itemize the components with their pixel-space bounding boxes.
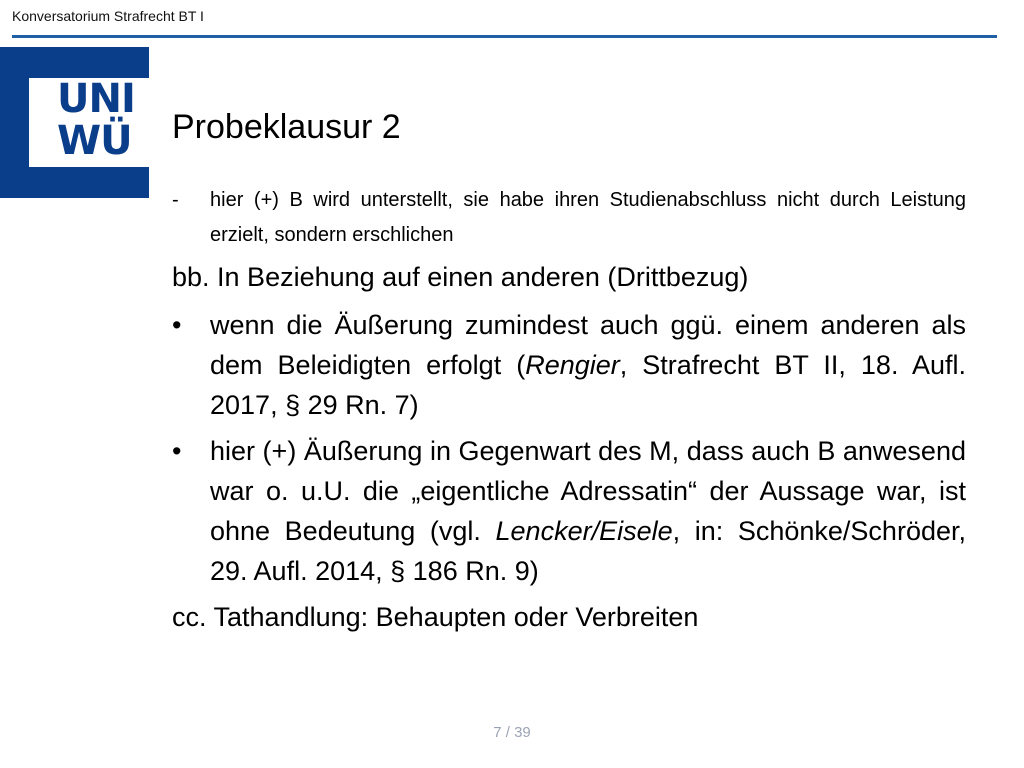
header-title: Konversatorium Strafrecht BT I	[12, 8, 204, 24]
logo-text-line-1: UNI	[57, 76, 135, 122]
heading-cc: cc. Tathandlung: Behaupten oder Verbreiten	[172, 602, 699, 632]
bullet-2-text-part-1: hier (+) Äußerung in Gegenwart des M, dass auch B anwesend war o. u.U. die „eigentliche Adressatin“ der Aussage war, ist ohne Bedeutung (vgl.	[210, 436, 966, 546]
bullet-marker: •	[172, 436, 182, 466]
page-number: 7 / 39	[493, 724, 531, 741]
header-rule	[12, 35, 997, 38]
logo-text-line-2: WÜ	[57, 118, 132, 164]
bullet-text-2	[210, 431, 966, 591]
bullet-2-text-part-2: , in: Schönke/Schröder, 29. Aufl. 2014, § 186 Rn. 9)	[210, 516, 966, 586]
bullet-marker: •	[172, 310, 182, 340]
bullet-1-text-part-1: wenn die Äußerung zumindest auch ggü. einem anderen als dem Beleidigten erfolgt (	[210, 310, 966, 380]
bullet-1-text-part-2: , Strafrecht BT II, 18. Aufl. 2017, § 29 Rn. 7)	[210, 350, 966, 420]
heading-bb: bb. In Beziehung auf einen anderen (Drittbezug)	[172, 262, 749, 292]
slide-content	[172, 183, 966, 645]
sub-item-text: hier (+) B wird unterstellt, sie habe ihren Studienabschluss nicht durch Leistung erzielt, sondern erschlichen	[210, 189, 966, 246]
sub-item	[172, 183, 966, 253]
bullet-item-1	[172, 305, 966, 425]
bullet-2-author: Lencker/Eisele	[495, 516, 673, 546]
slide-title: Probeklausur 2	[172, 108, 401, 146]
dash-marker: -	[172, 189, 179, 211]
bullet-1-author: Rengier	[525, 350, 620, 380]
bullet-item-2	[172, 431, 966, 591]
bullet-text-1	[210, 305, 966, 425]
